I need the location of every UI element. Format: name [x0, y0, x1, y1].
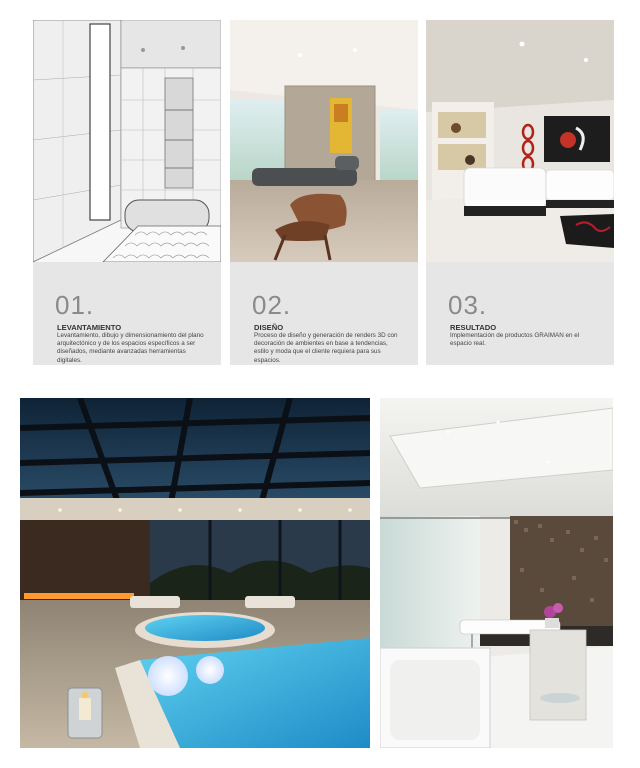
step-number: 03.: [448, 290, 488, 320]
step-card-resultado: [426, 20, 614, 365]
pool-night-photo: [20, 398, 370, 748]
step-description: Implementación de productos GRAIMAN en el espacio real.: [450, 332, 580, 348]
step-card-levantamiento: [33, 20, 221, 365]
render-living-room-image: [230, 20, 418, 262]
step-title: LEVANTAMIENTO: [57, 323, 122, 332]
step-description: Levantamiento, dibujo y dimensionamiento del plano arquitectónico y de los espacios específicos a ser diseñados, mediante avanzadas herramientas digitales.: [57, 332, 204, 364]
step-number: 01.: [55, 290, 95, 320]
step-title: DISEÑO: [254, 323, 284, 332]
real-living-room-image: [426, 20, 614, 262]
bathroom-photo: [380, 398, 613, 748]
step-number: 02.: [252, 290, 292, 320]
sketch-bathroom-image: [33, 20, 221, 262]
step-description: Proceso de diseño y generación de renders 3D con decoración de ambientes en base a tendencias, estilo y moda que el cliente requiera para sus espacios.: [254, 332, 398, 364]
step-card-diseno: [230, 20, 418, 365]
step-title: RESULTADO: [450, 323, 497, 332]
